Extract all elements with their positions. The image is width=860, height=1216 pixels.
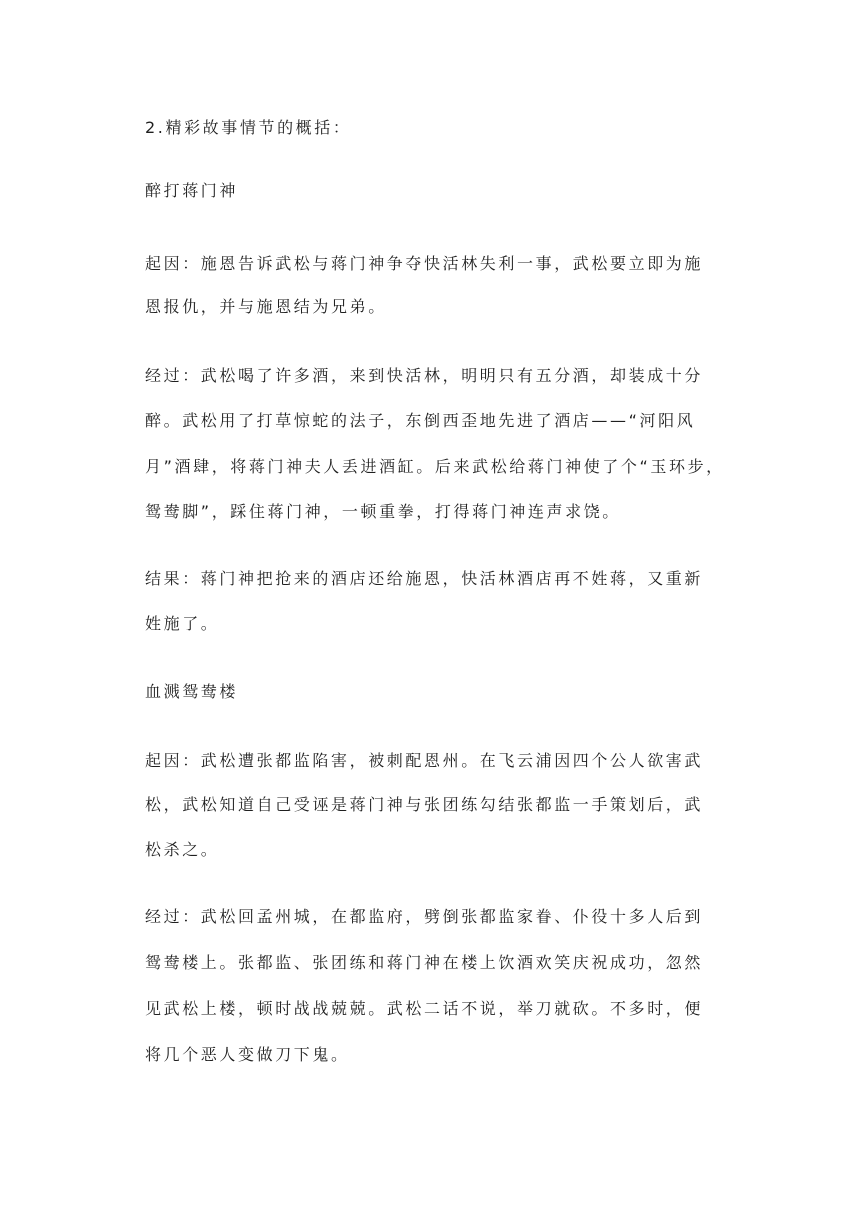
cause-line-3: 松杀之。 — [145, 840, 220, 859]
process-line-3: 见武松上楼，顿时战战兢兢。武松二话不说，举刀就砍。不多时，便 — [145, 999, 704, 1018]
section-heading: 2.精彩故事情节的概括： — [145, 118, 352, 137]
process-line-2: 醉。武松用了打草惊蛇的法子，东倒西歪地先进了酒店——“河阳风 — [145, 411, 696, 430]
process-line-4: 将几个恶人变做刀下鬼。 — [145, 1045, 350, 1064]
story-title-xuejian: 血溅鸳鸯楼 — [145, 682, 239, 701]
cause-line-1: 起因：武松遭张都监陷害，被刺配恩州。在飞云浦因四个公人欲害武 — [145, 751, 704, 770]
result-line-2: 姓施了。 — [145, 614, 220, 633]
cause-line-2: 恩报仇，并与施恩结为兄弟。 — [145, 297, 387, 316]
process-line-4: 鸳鸯脚”，踩住蒋门神，一顿重拳，打得蒋门神连声求饶。 — [145, 502, 621, 521]
result-line-1: 结果：蒋门神把抢来的酒店还给施恩，快活林酒店再不姓蒋，又重新 — [145, 569, 704, 588]
process-line-3: 月”酒肆，将蒋门神夫人丢进酒缸。后来武松给蒋门神使了个“玉环步， — [145, 457, 725, 476]
process-line-1: 经过：武松回孟州城，在都监府，劈倒张都监家眷、仆役十多人后到 — [145, 907, 704, 926]
cause-line-1: 起因：施恩告诉武松与蒋门神争夺快活林失利一事，武松要立即为施 — [145, 254, 704, 273]
process-line-1: 经过：武松喝了许多酒，来到快活林，明明只有五分酒，却装成十分 — [145, 366, 704, 385]
process-line-2: 鸳鸯楼上。张都监、张团练和蒋门神在楼上饮酒欢笑庆祝成功，忽然 — [145, 953, 704, 972]
story-title-zuida: 醉打蒋门神 — [145, 181, 239, 200]
cause-line-2: 松，武松知道自己受诬是蒋门神与张团练勾结张都监一手策划后，武 — [145, 795, 704, 814]
